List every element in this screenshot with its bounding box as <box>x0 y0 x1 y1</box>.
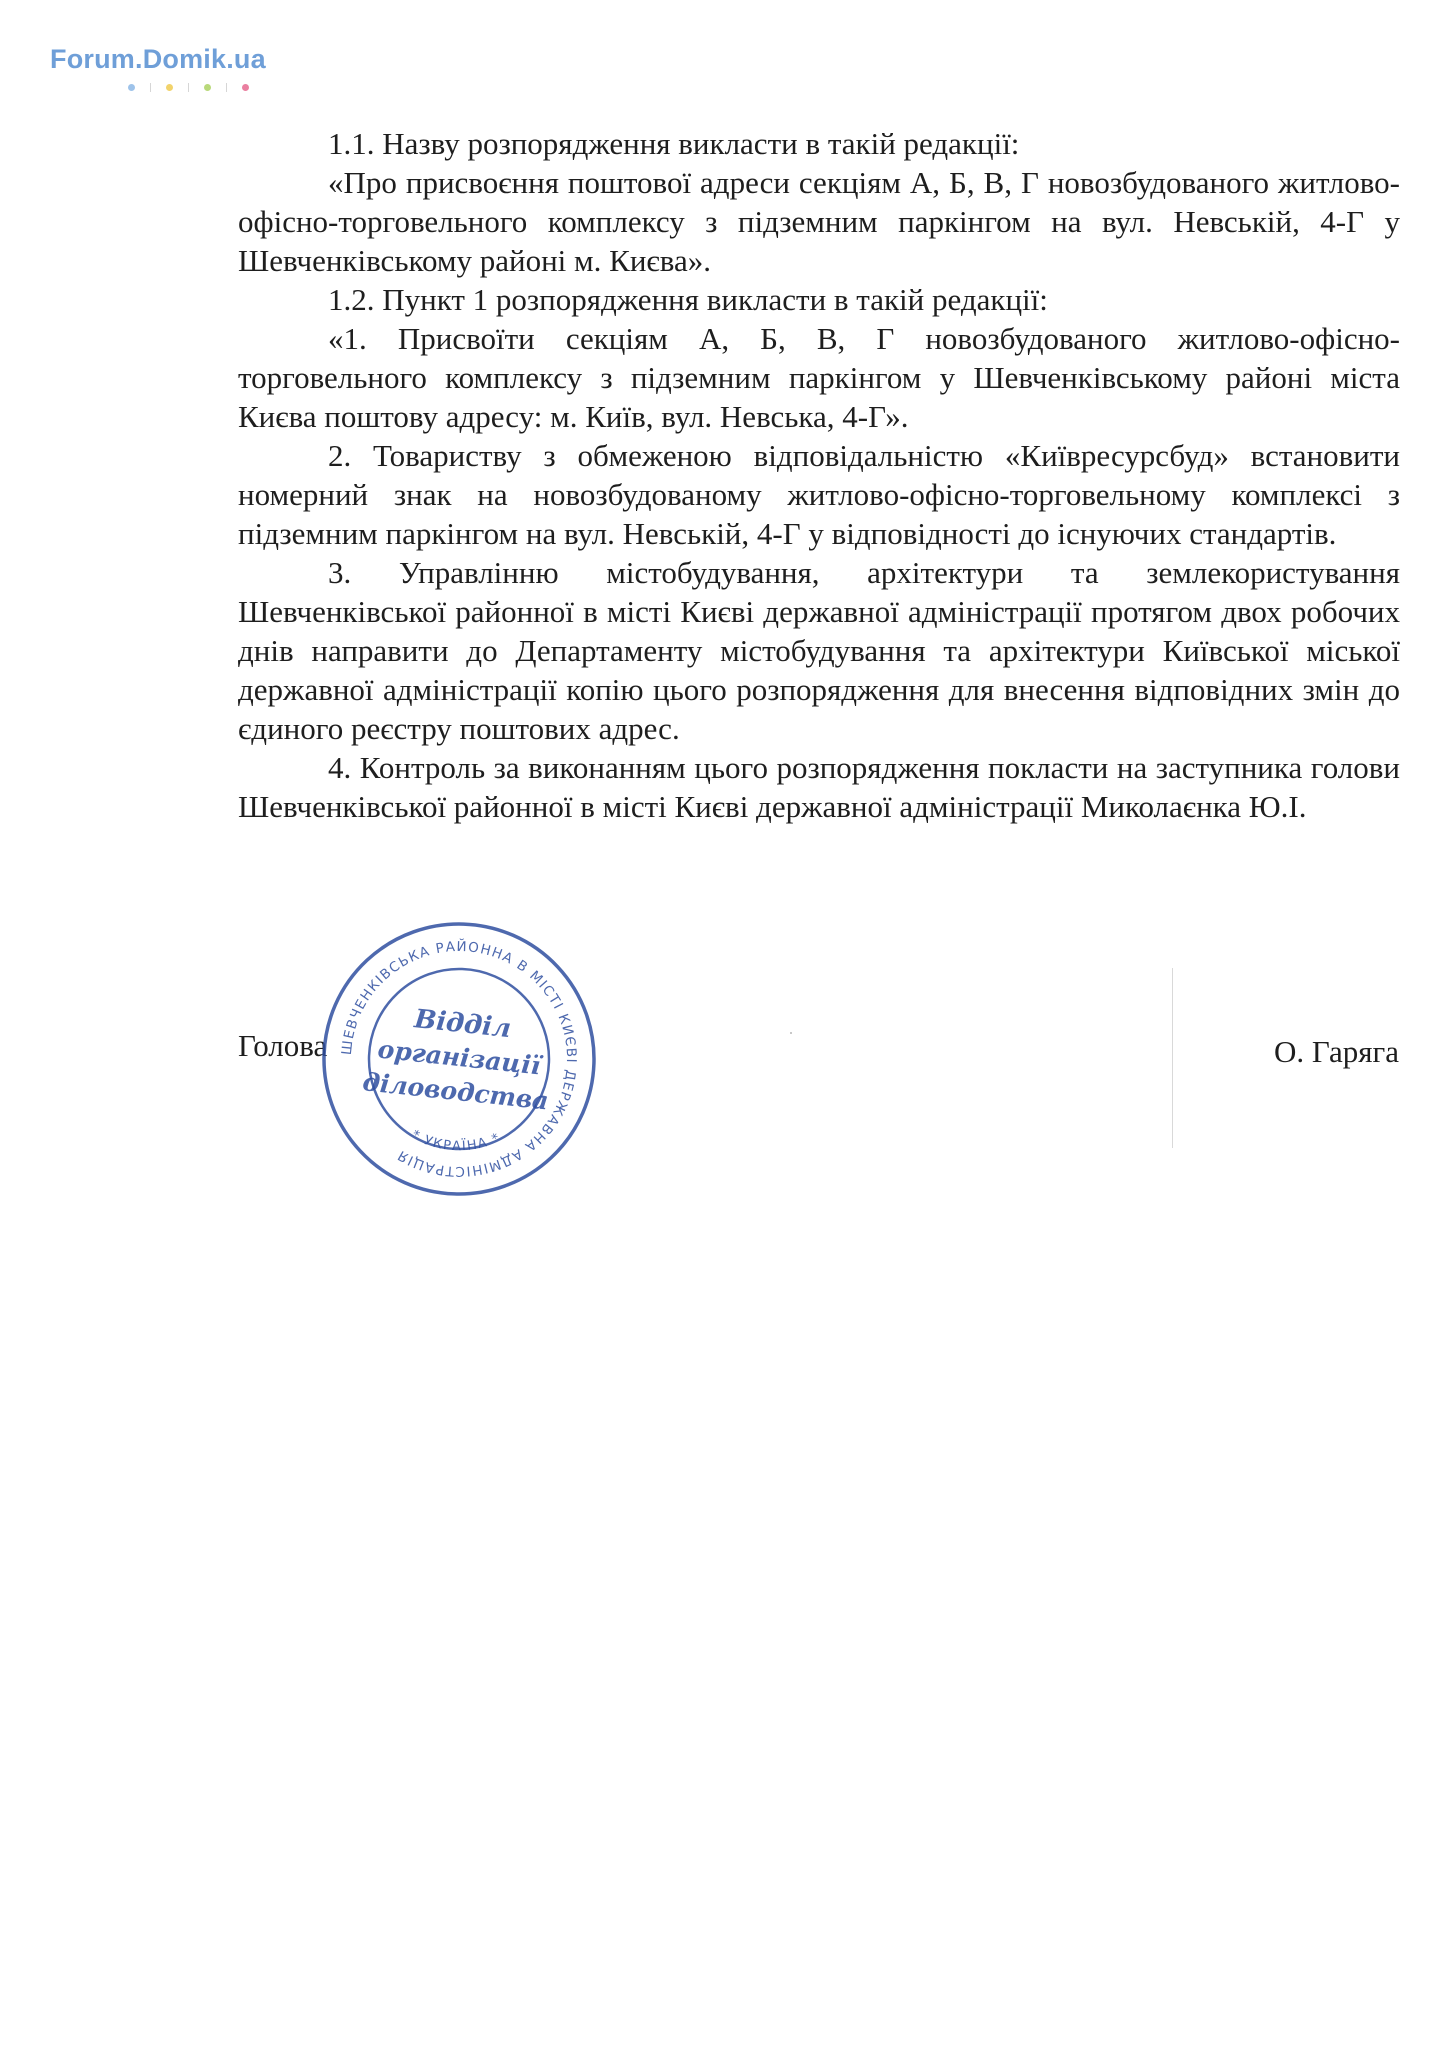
paragraph-1-1-quote: «Про присвоєння поштової адреси секціям А, Б, В, Г новозбудованого житлово-офісно-торговельного комплексу з підземним паркінгом на вул. Невській, 4-Г у Шевченківському районі м. Києва». <box>238 165 1400 278</box>
stamp-center-line-2: організації <box>376 1034 542 1081</box>
scan-artifact-speck <box>790 1032 792 1034</box>
signature-title: Голова <box>238 1028 328 1063</box>
paragraph-1-2: 1.2. Пункт 1 розпорядження викласти в такій редакції: <box>328 282 1048 317</box>
paragraph-2: 2. Товариству з обмеженою відповідальністю «Київресурсбуд» встановити номерний знак на новозбудованому житлово-офісно-торговельному комплексі з підземним паркінгом на вул. Невській, 4-Г у відповідності до існуючих стандартів. <box>238 438 1400 551</box>
watermark-dot-pink <box>242 84 249 91</box>
document-body <box>238 124 1400 826</box>
scan-artifact-line <box>1172 968 1173 1148</box>
stamp-center-line-3: діловодства <box>361 1067 550 1116</box>
forum-domik-watermark <box>50 44 290 92</box>
official-stamp <box>313 913 605 1205</box>
watermark-separator <box>188 83 189 92</box>
stamp-ring-text: ШЕВЧЕНКІВСЬКА РАЙОННА В МІСТІ КИЄВІ ДЕРЖАВНА АДМІНІСТРАЦІЯ <box>338 938 580 1180</box>
watermark-text: Forum.Domik.ua <box>50 44 266 74</box>
paragraph-1-1: 1.1. Назву розпорядження викласти в такій редакції: <box>328 126 1020 161</box>
stamp-bottom-text: * УКРАЇНА * <box>409 1127 504 1155</box>
signature-name: О. Гаряга <box>1273 1034 1399 1069</box>
watermark-dot-blue <box>128 84 135 91</box>
watermark-dot-yellow <box>166 84 173 91</box>
stamp-center-text <box>361 1000 557 1116</box>
paragraph-3: 3. Управлінню містобудування, архітектури та землекористування Шевченківської районної в місті Києві державної адміністрації протягом двох робочих днів направити до Департаменту містобудування та архітектури Київської міської державної адміністрації копію цього розпорядження для внесення відповідних змін до єдиного реєстру поштових адрес. <box>238 555 1400 746</box>
watermark-dots <box>50 82 290 92</box>
paragraph-4: 4. Контроль за виконанням цього розпорядження покласти на заступника голови Шевченківської районної в місті Києві державної адміністрації Миколаєнка Ю.І. <box>238 750 1400 824</box>
watermark-separator <box>150 83 151 92</box>
stamp-center-line-1: Відділ <box>412 1004 513 1045</box>
watermark-dot-green <box>204 84 211 91</box>
paragraph-1-2-quote: «1. Присвоїти секціям А, Б, В, Г новозбудованого житлово-офісно-торговельного комплексу з підземним паркінгом у Шевченківському районі міста Києва поштову адресу: м. Київ, вул. Невська, 4-Г». <box>238 321 1400 434</box>
watermark-separator <box>226 83 227 92</box>
